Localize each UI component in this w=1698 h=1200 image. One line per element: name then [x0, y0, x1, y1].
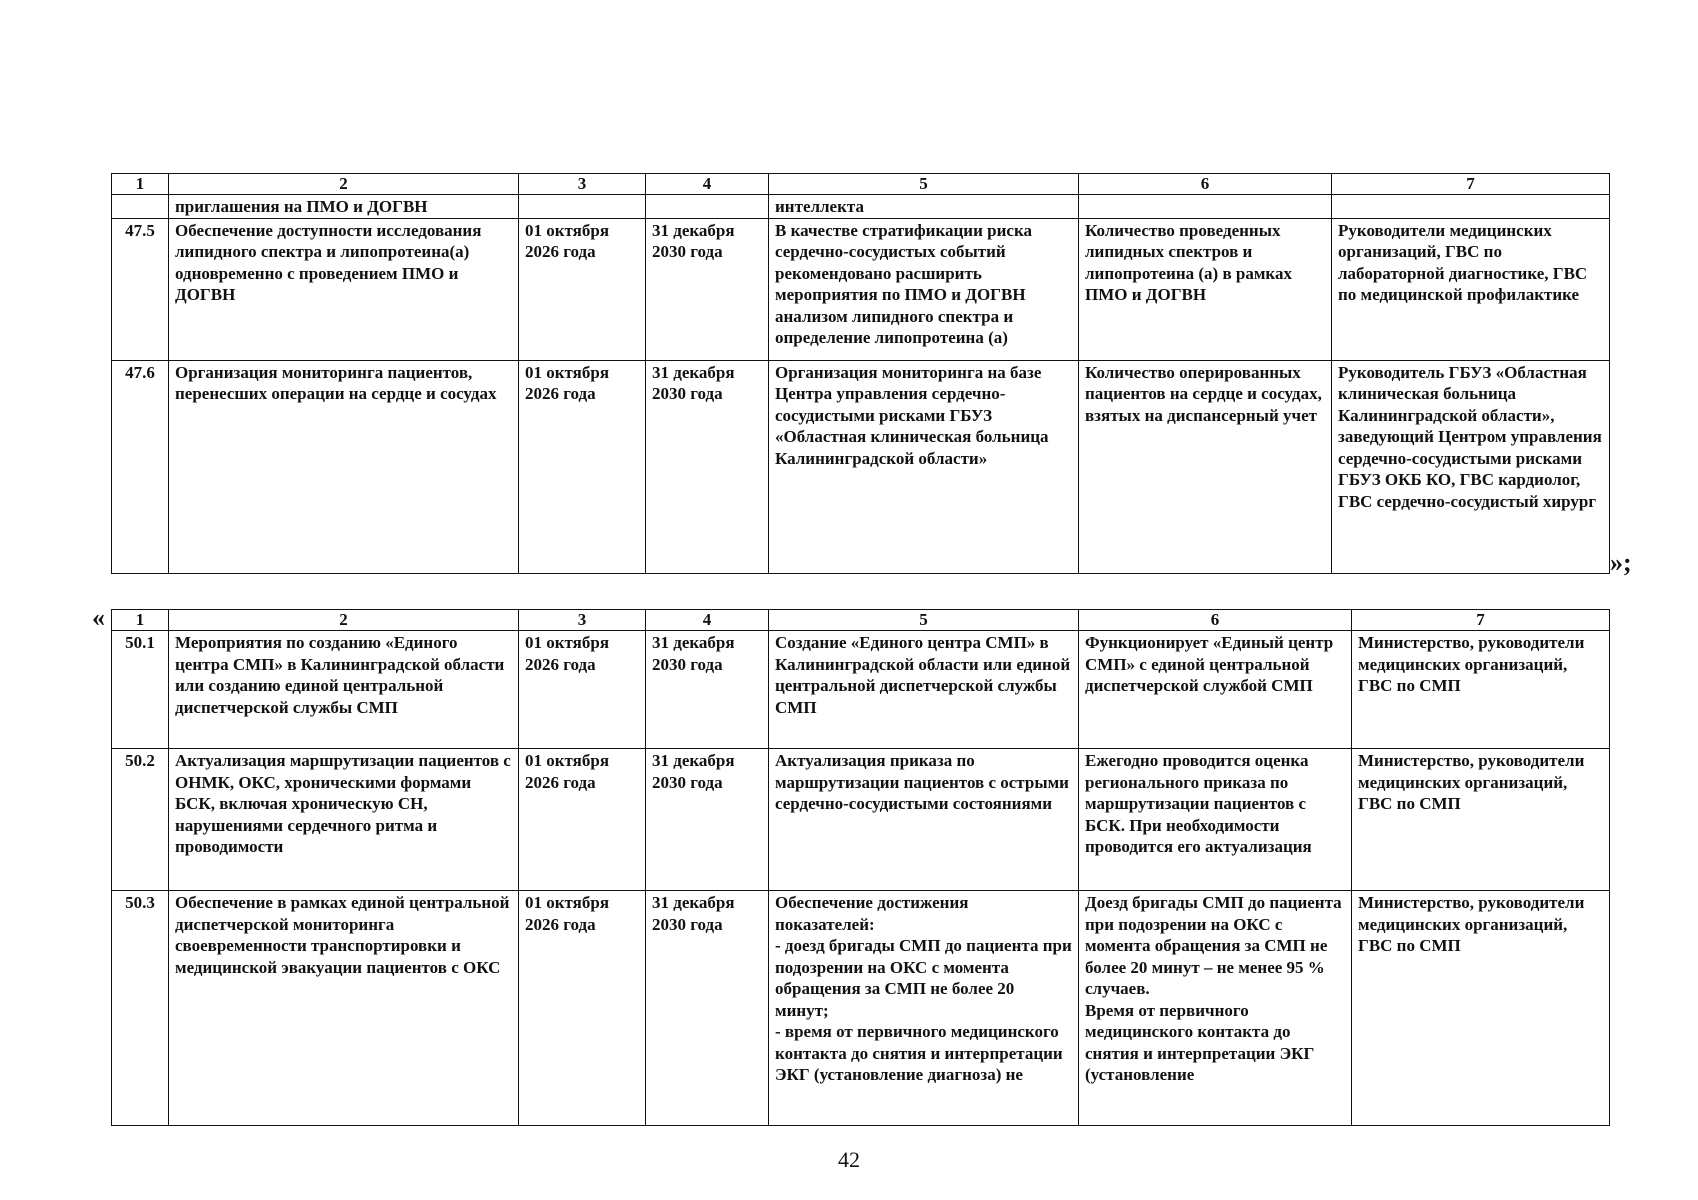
row-number: 50.2 [112, 749, 169, 891]
column-number-1: 1 [112, 610, 169, 631]
column-number-7: 7 [1352, 610, 1610, 631]
start-date-cell: 01 октября 2026 года [519, 218, 646, 360]
closing-quote-mark: »; [1610, 548, 1632, 577]
start-date-cell: 01 октября 2026 года [519, 749, 646, 891]
table-cell [1079, 195, 1332, 219]
measures-table-continued [111, 173, 1610, 574]
start-date-cell: 01 октября 2026 года [519, 631, 646, 749]
start-date-cell: 01 октября 2026 года [519, 360, 646, 573]
table-cell [112, 195, 169, 219]
description-cell: Обеспечение достижения показателей: - доезд бригады СМП до пациента при подозрении на ОКС с момента обращения за СМП не более 20 минут; - время от первичного медицинского контакта до снятия и интерпретации ЭКГ (установление диагноза) не [769, 891, 1079, 1126]
description-cell: В качестве стратификации риска сердечно-сосудистых событий рекомендовано расширить мероприятия по ПМО и ДОГВН анализом липидного спектра и определение липопротеина (а) [769, 218, 1079, 360]
end-date-cell: 31 декабря 2030 года [646, 218, 769, 360]
responsible-cell: Руководитель ГБУЗ «Областная клиническая больница Калининградской области», заведующий Центром управления сердечно-сосудистыми рисками ГБУЗ ОКБ КО, ГВС кардиолог, ГВС сердечно-сосудистый хирург [1332, 360, 1610, 573]
event-cell: Обеспечение доступности исследования липидного спектра и липопротеина(а) одновременно с проведением ПМО и ДОГВН [169, 218, 519, 360]
column-number-3: 3 [519, 610, 646, 631]
measures-table-new [111, 609, 1610, 1126]
event-cell: Актуализация маршрутизации пациентов с ОНМК, ОКС, хроническими формами БСК, включая хроническую СН, нарушениями сердечного ритма и проводимости [169, 749, 519, 891]
column-number-7: 7 [1332, 174, 1610, 195]
result-cell: Функционирует «Единый центр СМП» с единой центральной диспетчерской службой СМП [1079, 631, 1352, 749]
end-date-cell: 31 декабря 2030 года [646, 631, 769, 749]
table-row [112, 891, 1610, 1126]
header-row [112, 610, 1610, 631]
row-number: 47.5 [112, 218, 169, 360]
row-number: 47.6 [112, 360, 169, 573]
end-date-cell: 31 декабря 2030 года [646, 891, 769, 1126]
table-cell [1332, 195, 1610, 219]
start-date-cell: 01 октября 2026 года [519, 891, 646, 1126]
column-number-2: 2 [169, 610, 519, 631]
table-row [112, 749, 1610, 891]
description-cell: Создание «Единого центра СМП» в Калининградской области или единой центральной диспетчерской службы СМП [769, 631, 1079, 749]
table-cell: приглашения на ПМО и ДОГВН [169, 195, 519, 219]
table-row [112, 218, 1610, 360]
end-date-cell: 31 декабря 2030 года [646, 360, 769, 573]
column-number-4: 4 [646, 610, 769, 631]
row-number: 50.3 [112, 891, 169, 1126]
column-number-3: 3 [519, 174, 646, 195]
column-number-5: 5 [769, 174, 1079, 195]
result-cell: Количество проведенных липидных спектров и липопротеина (а) в рамках ПМО и ДОГВН [1079, 218, 1332, 360]
result-cell: Доезд бригады СМП до пациента при подозрении на ОКС с момента обращения за СМП не более 20 минут – не менее 95 % случаев. Время от первичного медицинского контакта до снятия и интерпретации ЭКГ (установление [1079, 891, 1352, 1126]
column-number-6: 6 [1079, 174, 1332, 195]
page-number: 42 [838, 1147, 860, 1172]
table-cell: интеллекта [769, 195, 1079, 219]
responsible-cell: Министерство, руководители медицинских организаций, ГВС по СМП [1352, 749, 1610, 891]
description-cell: Актуализация приказа по маршрутизации пациентов с острыми сердечно-сосудистыми состояниями [769, 749, 1079, 891]
column-number-1: 1 [112, 174, 169, 195]
row-number: 50.1 [112, 631, 169, 749]
column-number-2: 2 [169, 174, 519, 195]
result-cell: Количество оперированных пациентов на сердце и сосудах, взятых на диспансерный учет [1079, 360, 1332, 573]
responsible-cell: Руководители медицинских организаций, ГВС по лабораторной диагностике, ГВС по медицинской профилактике [1332, 218, 1610, 360]
result-cell: Ежегодно проводится оценка регионального приказа по маршрутизации пациентов с БСК. При необходимости проводится его актуализация [1079, 749, 1352, 891]
table-cell [519, 195, 646, 219]
end-date-cell: 31 декабря 2030 года [646, 749, 769, 891]
table-cell [646, 195, 769, 219]
description-cell: Организация мониторинга на базе Центра управления сердечно-сосудистыми рисками ГБУЗ «Областная клиническая больница Калининградской области» [769, 360, 1079, 573]
continuation-row [112, 195, 1610, 219]
table-row [112, 360, 1610, 573]
event-cell: Обеспечение в рамках единой центральной диспетчерской мониторинга своевременности транспортировки и медицинской эвакуации пациентов с ОКС [169, 891, 519, 1126]
column-number-4: 4 [646, 174, 769, 195]
event-cell: Организация мониторинга пациентов, перенесших операции на сердце и сосудах [169, 360, 519, 573]
column-number-6: 6 [1079, 610, 1352, 631]
opening-quote-mark: « [92, 603, 105, 632]
header-row [112, 174, 1610, 195]
table-row [112, 631, 1610, 749]
event-cell: Мероприятия по созданию «Единого центра СМП» в Калининградской области или созданию единой центральной диспетчерской службы СМП [169, 631, 519, 749]
column-number-5: 5 [769, 610, 1079, 631]
responsible-cell: Министерство, руководители медицинских организаций, ГВС по СМП [1352, 891, 1610, 1126]
responsible-cell: Министерство, руководители медицинских организаций, ГВС по СМП [1352, 631, 1610, 749]
